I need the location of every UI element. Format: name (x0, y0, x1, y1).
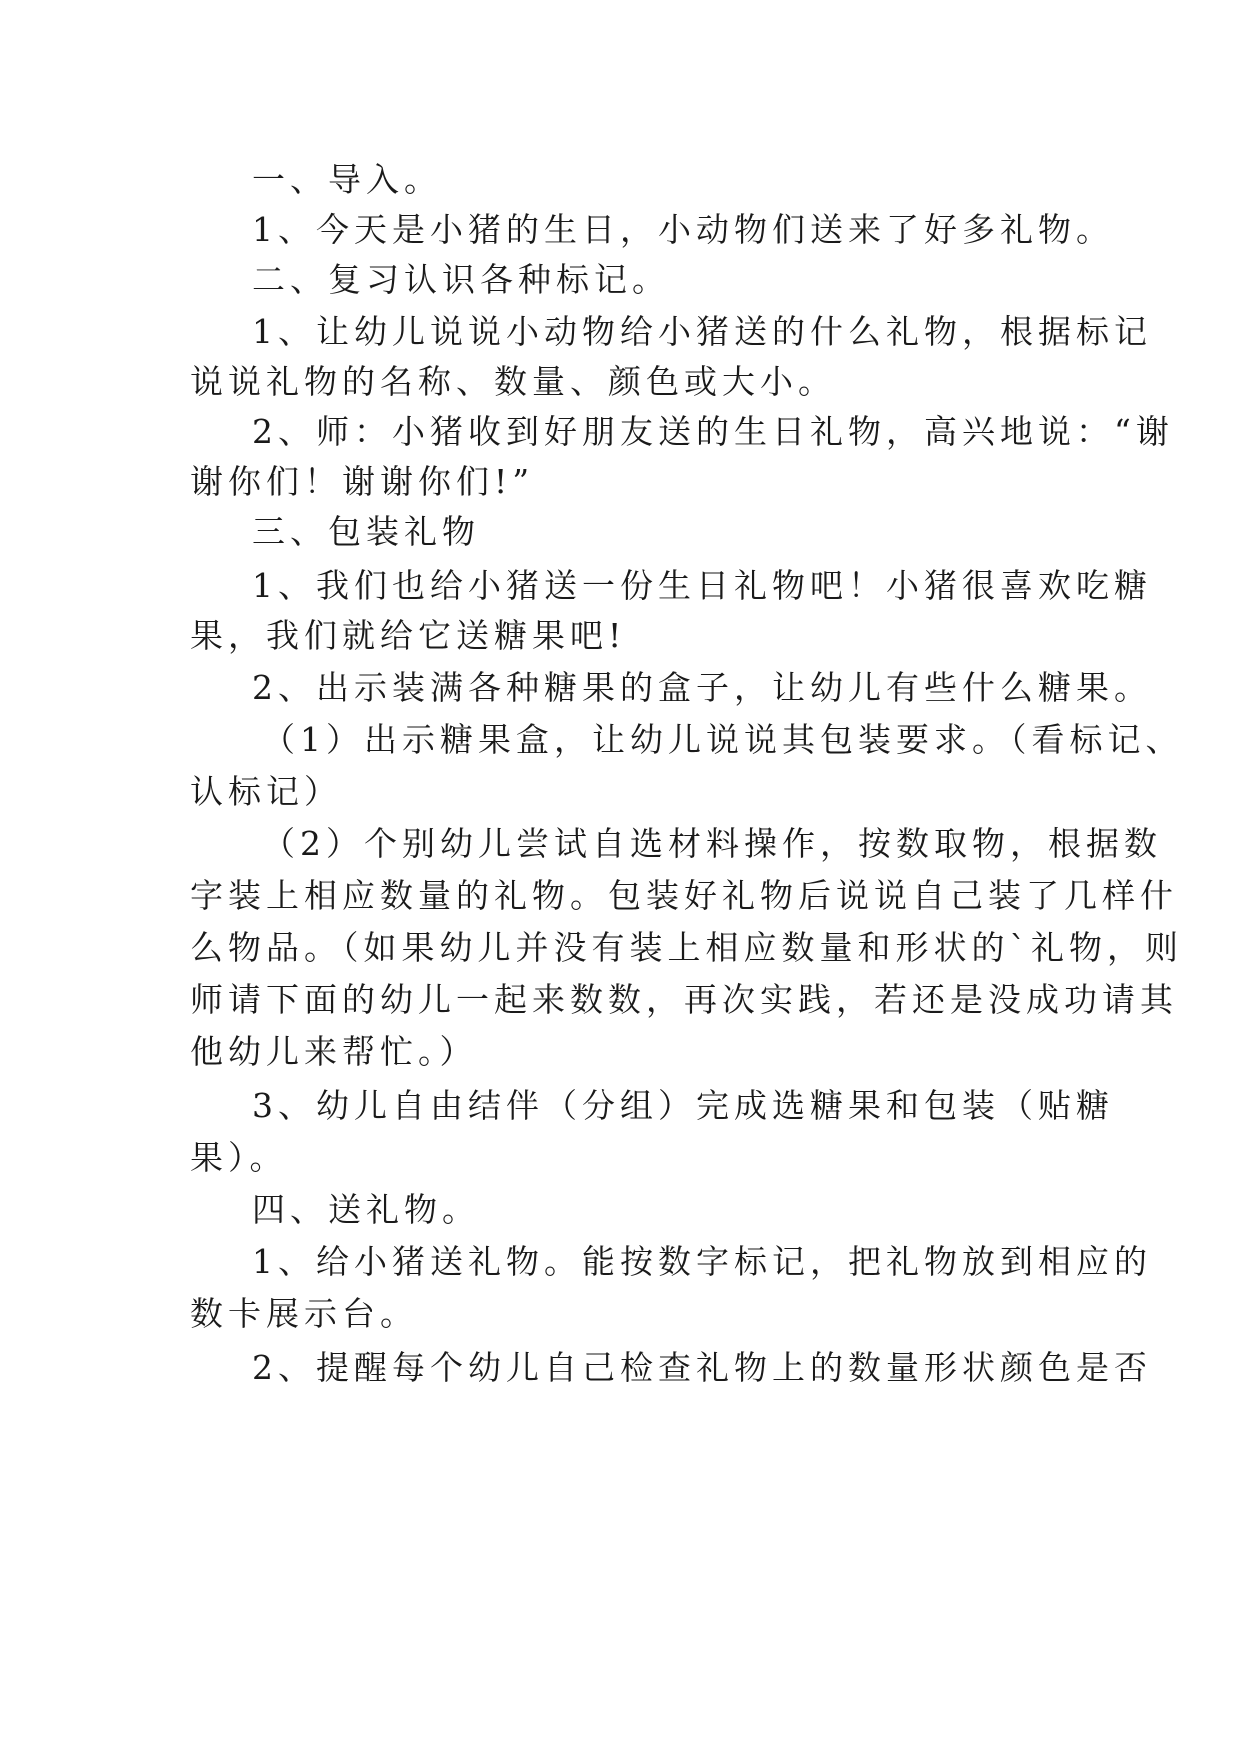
paragraph-line: 说说礼物的名称、数量、颜色或大小。 (190, 362, 836, 401)
paragraph-line: 1、让幼儿说说小动物给小猪送的什么礼物，根据标记 (252, 312, 1152, 351)
paragraph-line: 1、我们也给小猪送一份生日礼物吧！小猪很喜欢吃糖 (252, 566, 1152, 605)
paragraph-line: 2、师：小猪收到好朋友送的生日礼物，高兴地说：“谢 (252, 412, 1174, 451)
section-heading-wrap-gifts: 三、包装礼物 (252, 512, 480, 551)
paragraph-line: 果，我们就给它送糖果吧! (190, 616, 627, 655)
paragraph-line: 字装上相应数量的礼物。包装好礼物后说说自己装了几样什 (190, 876, 1178, 915)
paragraph-line: 数卡展示台。 (190, 1294, 418, 1333)
section-heading-send-gifts: 四、送礼物。 (252, 1190, 480, 1229)
paragraph-line: 果）。 (190, 1138, 288, 1177)
section-heading-intro: 一、导入。 (252, 160, 442, 199)
paragraph-line: （1）出示糖果盒，让幼儿说说其包装要求。（看标记、 (262, 720, 1184, 759)
paragraph-line: 3、幼儿自由结伴（分组）完成选糖果和包装（贴糖 (252, 1086, 1114, 1125)
paragraph-line: 他幼儿来帮忙。） (190, 1032, 478, 1071)
paragraph-line: 1、今天是小猪的生日，小动物们送来了好多礼物。 (252, 210, 1114, 249)
paragraph-line: （2）个别幼儿尝试自选材料操作，按数取物，根据数 (262, 824, 1162, 863)
paragraph-line: 2、出示装满各种糖果的盒子，让幼儿有些什么糖果。 (252, 668, 1152, 707)
paragraph-line: 谢你们！谢谢你们!” (190, 462, 535, 501)
paragraph-line: 么物品。（如果幼儿并没有装上相应数量和形状的`礼物，则 (190, 928, 1183, 967)
paragraph-line: 1、给小猪送礼物。能按数字标记，把礼物放到相应的 (252, 1242, 1152, 1281)
section-heading-review: 二、复习认识各种标记。 (252, 260, 670, 299)
paragraph-line: 认标记） (190, 772, 342, 811)
paragraph-line: 2、提醒每个幼儿自己检查礼物上的数量形状颜色是否 (252, 1348, 1152, 1387)
paragraph-line: 师请下面的幼儿一起来数数，再次实践，若还是没成功请其 (190, 980, 1178, 1019)
